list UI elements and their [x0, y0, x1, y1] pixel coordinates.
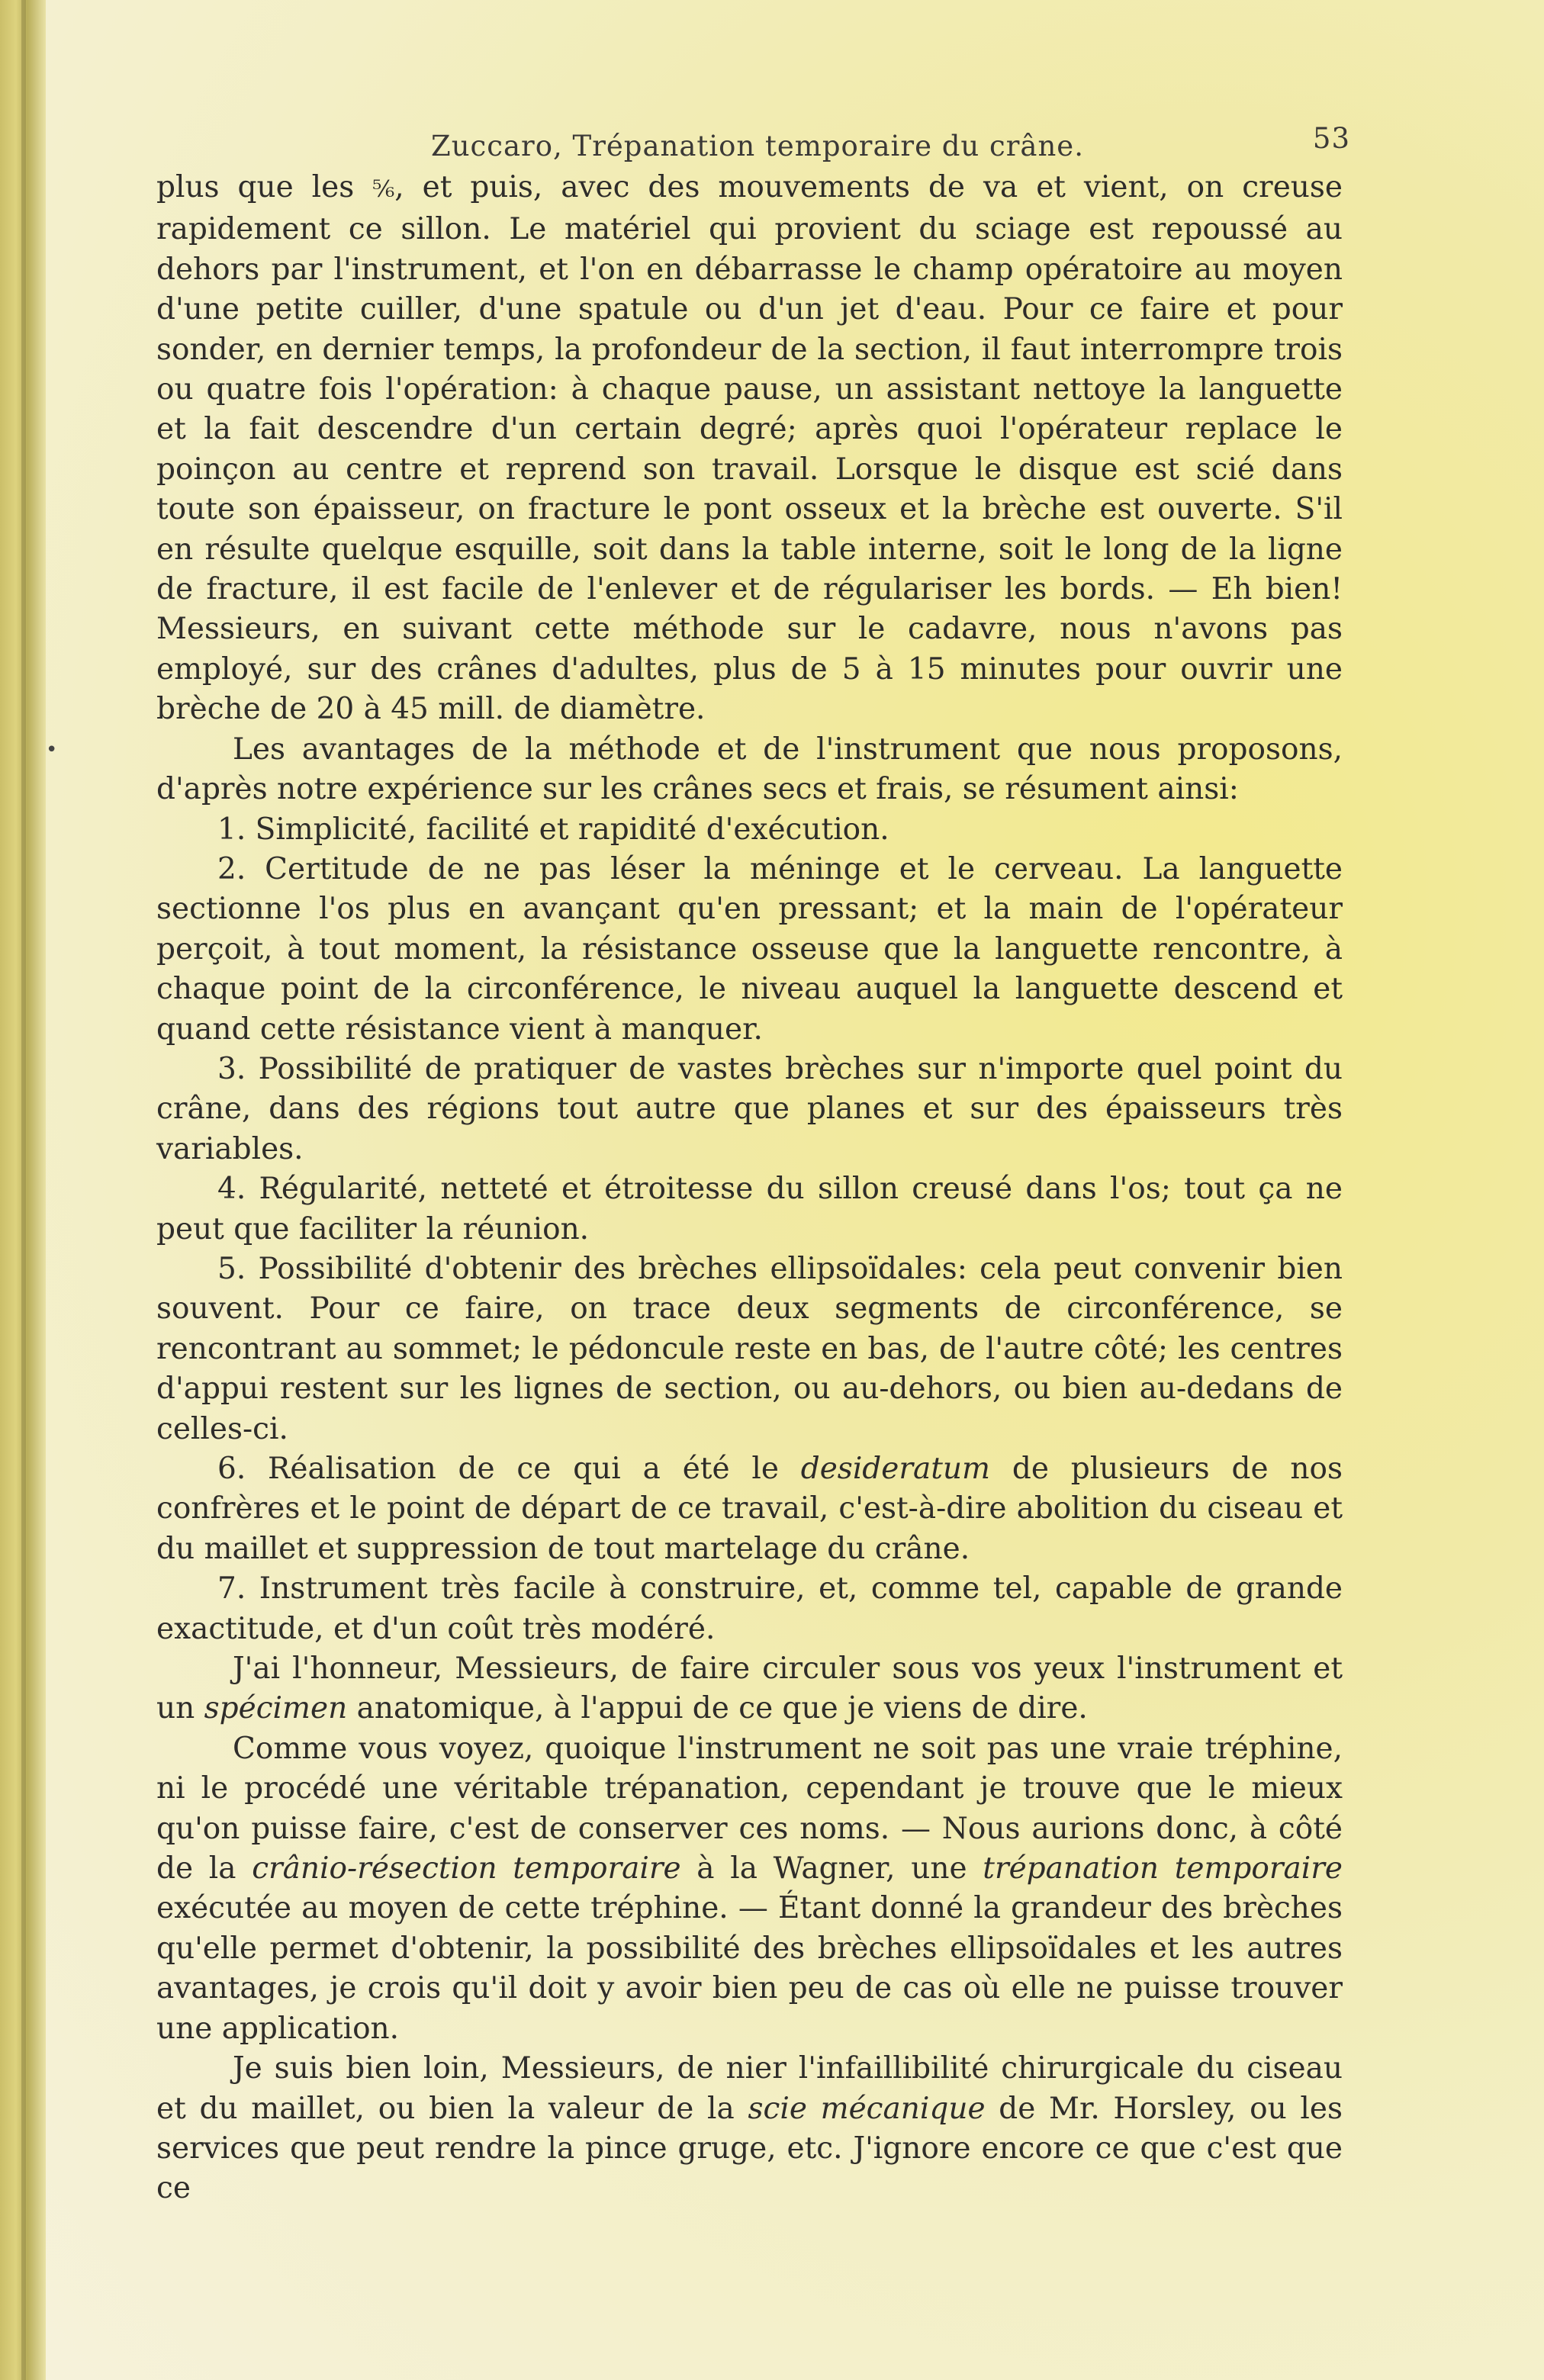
- list-item: [156, 1449, 1343, 1569]
- text-run: de Mr. Horsley, ou les services que peut rendre la pince gruge, etc. J'ignore encore ce que c'est que ce: [156, 2091, 1343, 2206]
- text-run: 1. Simplicité, facilité et rapidité d'exécution.: [217, 812, 889, 847]
- text-run: Comme vous voyez, quoique l'instrument ne soit pas une vraie tréphine, ni le procédé une véritable trépanation, cependant je trouve que le mieux qu'on puisse faire, c'est de conserver ces noms. — Nous aurions donc, à côté de la: [156, 1731, 1343, 1886]
- paragraph: [156, 730, 1343, 810]
- italic-term: scie mécanique: [748, 2091, 986, 2126]
- list-item: [156, 1569, 1343, 1649]
- text-run: 6. Réalisation de ce qui a été le: [217, 1452, 801, 1486]
- italic-term: crânio-résection temporaire: [252, 1851, 681, 1886]
- margin-mark: •: [46, 738, 58, 761]
- running-title: Zuccaro, Trépanation temporaire du crâne.: [431, 130, 1084, 162]
- text-run: 2. Certitude de ne pas léser la méninge et le cerveau. La languette sectionne l'os plus en avançant qu'en pressant; et la main de l'opérateur perçoit, à tout moment, la résistance osseuse que la languette rencontre, à chaque point de la circonférence, le niveau auquel la languette descend et quand cette résistance vient à manquer.: [156, 851, 1343, 1047]
- text-run: exécutée au moyen de cette tréphine. — Étant donné la grandeur des brèches qu'elle permet d'obtenir, la possibilité des brèches ellipsoïdales et les autres avantages, je crois qu'il doit y avoir bien peu de cas où elle ne puisse trouver une application.: [156, 1891, 1343, 2046]
- list-item: [156, 850, 1343, 1050]
- text-run: anatomique, à l'appui de ce que je viens de dire.: [347, 1691, 1088, 1726]
- text-run: 5. Possibilité d'obtenir des brèches ellipsoïdales: cela peut convenir bien souvent. Pour ce faire, on trace deux segments de circonférence, se rencontrant au sommet; le pédoncule reste en bas, de l'autre côté; les centres d'appui restent sur les lignes de section, ou au-dehors, ou bien au-dedans de celles-ci.: [156, 1251, 1343, 1446]
- paragraph: [156, 1729, 1343, 2049]
- text-run: Les avantages de la méthode et de l'instrument que nous proposons, d'après notre expérience sur les crânes secs et frais, se résument ainsi:: [156, 732, 1343, 807]
- text-run: , et puis, avec des mouvements de va et vient, on creuse rapidement ce sillon. Le matériel qui provient du sciage est repoussé au dehors par l'instrument, et l'on en débarrasse le champ opératoire au moyen d'une petite cuiller, d'une spatule ou d'un jet d'eau. Pour ce faire et pour sonder, en dernier temps, la profondeur de la section, il faut interrompre trois ou quatre fois l'opération: à chaque pause, un assistant nettoye la languette et la fait descendre d'un certain degré; après quoi l'opérateur replace le poinçon au centre et reprend son travail. Lorsque le disque est scié dans toute son épaisseur, on fracture le pont osseux et la brèche est ouverte. S'il en résulte quelque esquille, soit dans la table interne, soit le long de la ligne de fracture, il est facile de l'enlever et de régulariser les bords. — Eh bien! Messieurs, en suivant cette méthode sur le cadavre, nous n'avons pas employé, sur des crânes d'adultes, plus de 5 à 15 minutes pour ouvrir une brèche de 20 à 45 mill. de diamètre.: [156, 170, 1343, 727]
- list-item: [156, 1050, 1343, 1169]
- book-binding-edge: [0, 0, 46, 2380]
- italic-term: spécimen: [204, 1691, 348, 1726]
- italic-term: trépanation temporaire: [983, 1851, 1343, 1886]
- list-item: [156, 810, 1343, 850]
- italic-term: desideratum: [800, 1452, 991, 1486]
- paragraph: [156, 1649, 1343, 1729]
- paragraph: [156, 2049, 1343, 2209]
- binding-line: [21, 0, 26, 2380]
- text-run: J'ai l'honneur, Messieurs, de faire circuler sous vos yeux l'instrument et un: [156, 1652, 1343, 1726]
- text-run: 3. Possibilité de pratiquer de vastes brèches sur n'importe quel point du crâne, dans des régions tout autre que planes et sur des épaisseurs très variables.: [156, 1051, 1343, 1166]
- fraction: ⁵⁄₆: [372, 176, 395, 203]
- page-body: [156, 122, 1350, 2334]
- page-number: 53: [1312, 122, 1350, 155]
- text-run: de plusieurs de nos confrères et le point de départ de ce travail, c'est-à-dire abolition du ciseau et du maillet et suppression de tout martelage du crâne.: [156, 1452, 1343, 1566]
- list-item: [156, 1169, 1343, 1250]
- text-run: 7. Instrument très facile à construire, et, comme tel, capable de grande exactitude, et d'un coût très modéré.: [156, 1571, 1343, 1646]
- list-item: [156, 1250, 1343, 1449]
- text-run: Je suis bien loin, Messieurs, de nier l'infaillibilité chirurgicale du ciseau et du maillet, ou bien la valeur de la: [156, 2051, 1343, 2126]
- running-head: [156, 122, 1350, 168]
- text-run: à la Wagner, une: [680, 1851, 983, 1886]
- paragraph: [156, 168, 1343, 730]
- text-run: plus que les: [156, 170, 373, 204]
- text-run: 4. Régularité, netteté et étroitesse du sillon creusé dans l'os; tout ça ne peut que faciliter la réunion.: [156, 1172, 1343, 1246]
